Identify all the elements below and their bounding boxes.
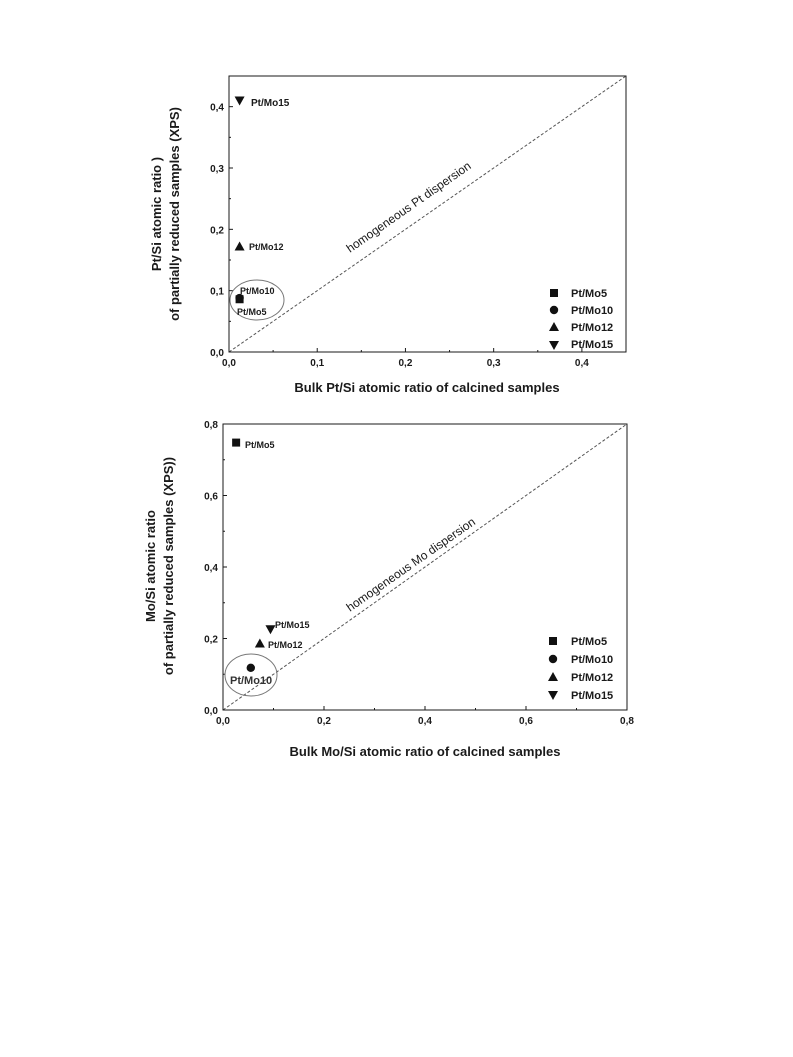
chart1-diagonal-line (229, 76, 626, 352)
chart-pt-si (149, 76, 626, 395)
chart2-x-tick-label: 0,2 (317, 716, 331, 727)
legend-square-marker (549, 637, 557, 645)
chart1-x-tick-label: 0,3 (486, 358, 501, 369)
chart2-points (232, 439, 275, 672)
chart2-annotation-pt-mo10: Pt/Mo10 (230, 675, 273, 687)
chart1-point-pt-mo12 (235, 242, 245, 251)
chart2-y-ticks (204, 420, 227, 717)
chart1-point-pt-mo15 (235, 97, 245, 106)
chart2-x-ticks (216, 706, 634, 727)
chart2-point-pt-mo15 (265, 625, 275, 634)
legend-triangle-up-marker (549, 322, 559, 331)
chart2-diagonal-line (223, 424, 627, 710)
chart1-points (235, 97, 245, 304)
chart1-y-tick-label: 0,1 (210, 286, 224, 298)
chart2-legend (548, 636, 613, 702)
chart2-legend-item (548, 690, 613, 702)
chart1-annotation-pt-mo15: Pt/Mo15 (251, 98, 290, 109)
chart2-x-axis-title: Bulk Mo/Si atomic ratio of calcined samples (289, 744, 561, 759)
legend-circle-marker (550, 306, 558, 314)
chart2-y-tick-label: 0,4 (204, 563, 218, 574)
chart1-y-axis-title-line1: Pt/Si atomic ratio ) (149, 156, 164, 272)
chart1-diagonal-label: homogeneous Pt dispersion (343, 158, 474, 256)
chart2-legend-label: Pt/Mo10 (571, 654, 614, 666)
chart1-legend-item (549, 322, 613, 334)
chart1-legend (549, 288, 613, 351)
chart2-legend-label: Pt/Mo15 (571, 690, 614, 702)
legend-triangle-up-marker (548, 672, 558, 681)
chart2-y-axis-title-line1: Mo/Si atomic ratio (143, 510, 158, 622)
chart2-y-axis-title-line2: of partially reduced samples (XPS)) (161, 456, 176, 676)
chart2-point-pt-mo5 (232, 439, 240, 447)
chart1-legend-label: Pt/Mo10 (571, 305, 614, 317)
chart2-legend-item (549, 654, 613, 666)
chart2-x-tick-label: 0,4 (418, 716, 432, 727)
chart2-y-tick-label: 0,8 (204, 420, 218, 431)
chart2-x-tick-label: 0,0 (216, 716, 230, 727)
chart2-y-tick-label: 0,0 (204, 706, 218, 717)
chart2-legend-item (548, 672, 613, 684)
chart2-y-tick-label: 0,6 (204, 491, 218, 503)
chart2-x-tick-label: 0,8 (620, 716, 634, 727)
chart1-annotation-pt-mo10: Pt/Mo10 (240, 286, 275, 296)
chart2-annotation-pt-mo12: Pt/Mo12 (268, 640, 303, 650)
chart1-annotation-pt-mo12: Pt/Mo12 (249, 242, 284, 252)
chart1-y-ticks (210, 103, 233, 359)
chart-mo-si (143, 420, 634, 759)
chart2-annotation-pt-mo5: Pt/Mo5 (245, 440, 275, 450)
chart1-legend-item (549, 339, 613, 351)
chart1-y-axis-title-line2: of partially reduced samples (XPS) (167, 107, 182, 321)
legend-triangle-down-marker (548, 691, 558, 700)
chart1-legend-item (550, 288, 607, 300)
chart1-y-tick-label: 0,0 (210, 348, 224, 359)
chart1-legend-label: Pt/Mo12 (571, 322, 614, 334)
chart1-x-ticks (222, 348, 589, 369)
chart1-legend-label: Pt/Mo15 (571, 339, 614, 351)
chart1-x-tick-label: 0,1 (310, 358, 325, 369)
legend-square-marker (550, 289, 558, 297)
chart1-legend-label: Pt/Mo5 (571, 288, 608, 300)
chart1-y-tick-label: 0,2 (210, 225, 224, 237)
chart1-y-tick-label: 0,3 (210, 164, 224, 175)
chart2-y-tick-label: 0,2 (204, 634, 218, 646)
chart1-x-axis-title: Bulk Pt/Si atomic ratio of calcined samples (294, 380, 560, 395)
chart1-x-tick-label: 0,2 (398, 358, 413, 369)
chart2-diagonal-label: homogeneous Mo dispersion (343, 514, 478, 615)
chart2-x-tick-label: 0,6 (519, 716, 533, 727)
chart2-legend-item (549, 636, 607, 648)
chart1-legend-item (550, 305, 613, 317)
chart2-legend-label: Pt/Mo5 (571, 636, 608, 648)
chart1-y-tick-label: 0,4 (210, 102, 224, 114)
chart2-point-pt-mo12 (255, 639, 265, 648)
chart1-x-tick-label: 0,0 (222, 358, 236, 369)
legend-triangle-down-marker (549, 341, 559, 350)
chart1-x-tick-label: 0,4 (574, 358, 589, 369)
chart2-point-pt-mo10 (247, 664, 255, 672)
legend-circle-marker (549, 655, 557, 663)
chart1-annotation-pt-mo5: Pt/Mo5 (237, 307, 267, 317)
chart2-annotation-pt-mo15: Pt/Mo15 (275, 620, 310, 630)
chart2-legend-label: Pt/Mo12 (571, 672, 614, 684)
